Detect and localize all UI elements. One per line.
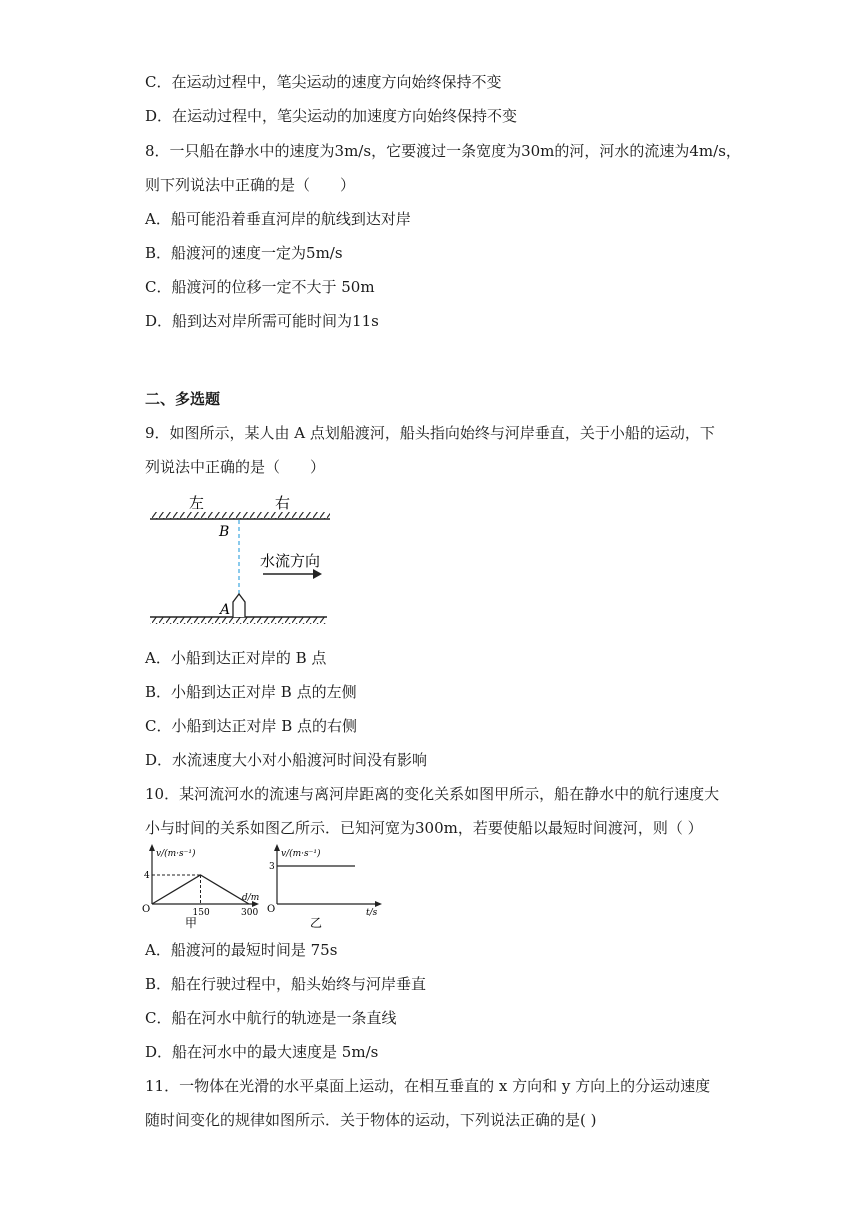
river-crossing-figure bbox=[145, 490, 335, 632]
chart-jia-y-arrow bbox=[149, 844, 155, 851]
q9-stem-line1: 9．如图所示，某人由 A 点划船渡河，船头指向始终与河岸垂直，关于小船的运动，下 bbox=[145, 424, 715, 442]
bottom-bank-hatch bbox=[150, 617, 327, 624]
chart-yi bbox=[265, 842, 390, 932]
label-right: 右 bbox=[275, 494, 291, 512]
chart-jia-ytick-4: 4 bbox=[144, 871, 150, 881]
label-flow-direction: 水流方向 bbox=[260, 552, 321, 570]
chart-yi-x-arrow bbox=[375, 901, 382, 907]
chart-jia-xtick-300: 300 bbox=[241, 908, 259, 918]
q9-option-d: D．水流速度大小对小船渡河时间没有影响 bbox=[145, 751, 428, 769]
q9-option-c: C．小船到达正对岸 B 点的右侧 bbox=[145, 717, 358, 735]
q11-stem-line1: 11．一物体在光滑的水平桌面上运动，在相互垂直的 x 方向和 y 方向上的分运动速度 bbox=[145, 1077, 711, 1095]
q10-stem-line2: 小与时间的关系如图乙所示．已知河宽为300m，若要使船以最短时间渡河，则（ ） bbox=[145, 819, 703, 837]
chart-jia-origin: O bbox=[142, 904, 151, 915]
q8-option-d: D．船到达对岸所需可能时间为11s bbox=[145, 312, 379, 330]
q7-option-d: D．在运动过程中，笔尖运动的加速度方向始终保持不变 bbox=[145, 107, 518, 125]
q8-option-b: B．船渡河的速度一定为5m/s bbox=[145, 244, 343, 262]
chart-jia-ylabel: v/(m·s⁻¹) bbox=[156, 849, 196, 859]
q8-option-c: C．船渡河的位移一定不大于 50m bbox=[145, 278, 375, 296]
chart-yi-y-arrow bbox=[274, 844, 280, 851]
q10-stem-line1: 10．某河流河水的流速与离河岸距离的变化关系如图甲所示，船在静水中的航行速度大 bbox=[145, 785, 720, 803]
chart-jia-caption: 甲 bbox=[185, 916, 198, 930]
boat-icon bbox=[233, 594, 245, 617]
chart-jia-xtick-150: 150 bbox=[192, 908, 210, 918]
q8-stem-line1: 8．一只船在静水中的速度为3m/s，它要渡过一条宽度为30m的河，河水的流速为4m/s， bbox=[145, 142, 741, 160]
q10-option-b: B．船在行驶过程中，船头始终与河岸垂直 bbox=[145, 975, 427, 993]
label-point-a: A bbox=[220, 602, 231, 618]
flow-arrow-head bbox=[313, 569, 322, 579]
chart-jia bbox=[140, 842, 265, 932]
q9-option-b: B．小船到达正对岸 B 点的左侧 bbox=[145, 683, 357, 701]
q10-option-a: A．船渡河的最短时间是 75s bbox=[145, 941, 338, 959]
q7-option-c: C．在运动过程中，笔尖运动的速度方向始终保持不变 bbox=[145, 73, 502, 91]
q10-option-d: D．船在河水中的最大速度是 5m/s bbox=[145, 1043, 379, 1061]
q10-option-c: C．船在河水中航行的轨迹是一条直线 bbox=[145, 1009, 397, 1027]
q11-stem-line2: 随时间变化的规律如图所示．关于物体的运动，下列说法正确的是( ) bbox=[145, 1111, 597, 1129]
q9-stem-line2: 列说法中正确的是（ ） bbox=[145, 458, 326, 476]
q8-stem-line2: 则下列说法中正确的是（ ） bbox=[145, 176, 356, 194]
chart-jia-xlabel: d/m bbox=[242, 893, 260, 903]
chart-yi-origin: O bbox=[267, 904, 276, 915]
chart-jia-series-line bbox=[152, 875, 249, 904]
chart-yi-ylabel: v/(m·s⁻¹) bbox=[281, 849, 321, 859]
top-bank-hatch bbox=[150, 512, 330, 519]
chart-yi-xlabel: t/s bbox=[366, 908, 378, 918]
label-left: 左 bbox=[189, 494, 205, 512]
section-title: 二、多选题 bbox=[145, 390, 221, 408]
chart-yi-caption: 乙 bbox=[310, 916, 323, 930]
chart-yi-ytick-3: 3 bbox=[269, 862, 275, 872]
q9-option-a: A．小船到达正对岸的 B 点 bbox=[145, 649, 327, 667]
q8-option-a: A．船可能沿着垂直河岸的航线到达对岸 bbox=[145, 210, 411, 228]
label-point-b: B bbox=[219, 524, 230, 540]
